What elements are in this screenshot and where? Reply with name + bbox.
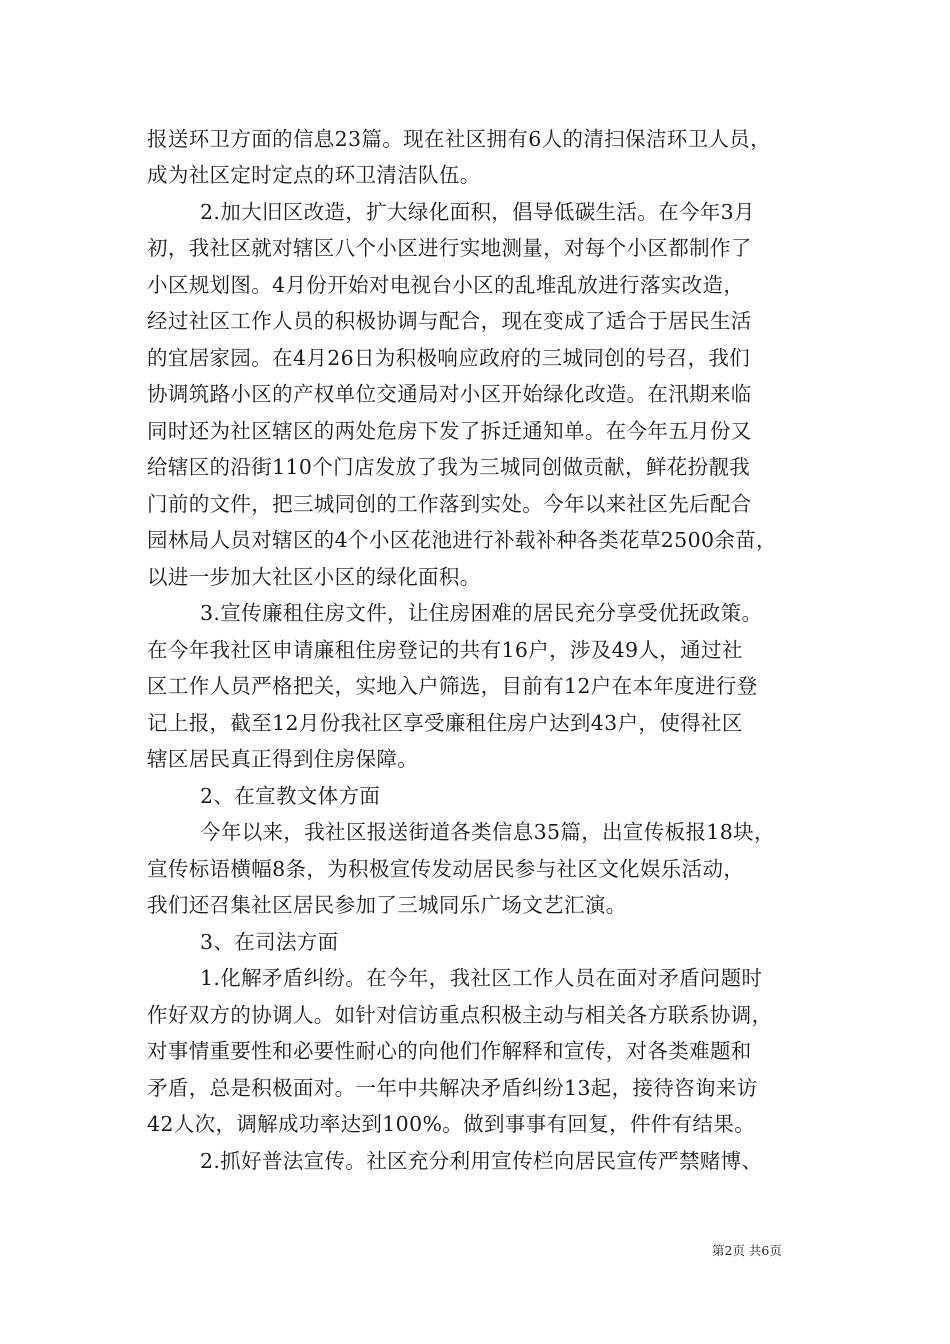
text-line: 记上报，截至12月份我社区享受廉租住房户达到43户，使得社区: [147, 711, 743, 735]
text-line: 给辖区的沿街110个门店发放了我为三城同创做贡献，鲜花扮靓我: [147, 455, 751, 479]
text-line: 小区规划图。4月份开始对电视台小区的乱堆乱放进行落实改造，: [147, 273, 745, 297]
text-line: 园林局人员对辖区的4个小区花池进行补载补种各类花草2500余苗，: [147, 528, 777, 552]
section-heading: 2、在宣教文体方面: [200, 784, 381, 808]
text-line: 同时还为社区辖区的两处危房下发了拆迁通知单。在今年五月份又: [147, 419, 752, 443]
text-line: 以进一步加大社区小区的绿化面积。: [147, 565, 481, 589]
paragraph-heading: 1.化解矛盾纠纷。在今年，我社区工作人员在面对矛盾问题时: [200, 966, 763, 990]
text-line: 区工作人员严格把关，实地入户筛选，目前有12户在本年度进行登: [147, 674, 758, 698]
text-line: 经过社区工作人员的积极协调与配合，现在变成了适合于居民生活: [147, 309, 752, 333]
text-line: 成为社区定时定点的环卫清洁队伍。: [147, 163, 481, 187]
text-line: 协调筑路小区的产权单位交通局对小区开始绿化改造。在汛期来临: [147, 382, 752, 406]
page-number: 第2页 共6页: [712, 1243, 782, 1258]
text-line: 在今年我社区申请廉租住房登记的共有16户，涉及49人，通过社: [147, 638, 743, 662]
text-line: 今年以来，我社区报送街道各类信息35篇，出宣传板报18块，: [200, 820, 775, 844]
text-line: 宣传标语横幅8条，为积极宣传发动居民参与社区文化娱乐活动，: [147, 857, 745, 881]
paragraph-heading: 2.抓好普法宣传。社区充分利用宣传栏向居民宣传严禁赌博、: [200, 1149, 763, 1173]
text-line: 辖区居民真正得到住房保障。: [147, 747, 419, 771]
paragraph-heading: 3.宣传廉租住房文件，让住房困难的居民充分享受优抚政策。: [200, 601, 763, 625]
section-heading: 3、在司法方面: [200, 930, 339, 954]
text-line: 的宜居家园。在4月26日为积极响应政府的三城同创的号召，我们: [147, 346, 751, 370]
paragraph-heading: 2.加大旧区改造，扩大绿化面积，倡导低碳生活。在今年3月: [200, 200, 755, 224]
text-line: 报送环卫方面的信息23篇。现在社区拥有6人的清扫保洁环卫人员，: [147, 127, 771, 151]
text-line: 42人次，调解成功率达到100%。做到事事有回复，件件有结果。: [147, 1112, 756, 1136]
text-line: 对事情重要性和必要性耐心的向他们作解释和宣传，对各类难题和: [147, 1039, 752, 1063]
text-line: 作好双方的协调人。如针对信访重点积极主动与相关各方联系协调，: [147, 1003, 773, 1027]
text-line: 初，我社区就对辖区八个小区进行实地测量，对每个小区都制作了: [147, 236, 752, 260]
text-line: 矛盾，总是积极面对。一年中共解决矛盾纠纷13起，接待咨询来访: [147, 1076, 758, 1100]
text-line: 门前的文件，把三城同创的工作落到实处。今年以来社区先后配合: [147, 492, 752, 516]
text-line: 我们还召集社区居民参加了三城同乐广场文艺汇演。: [147, 893, 627, 917]
